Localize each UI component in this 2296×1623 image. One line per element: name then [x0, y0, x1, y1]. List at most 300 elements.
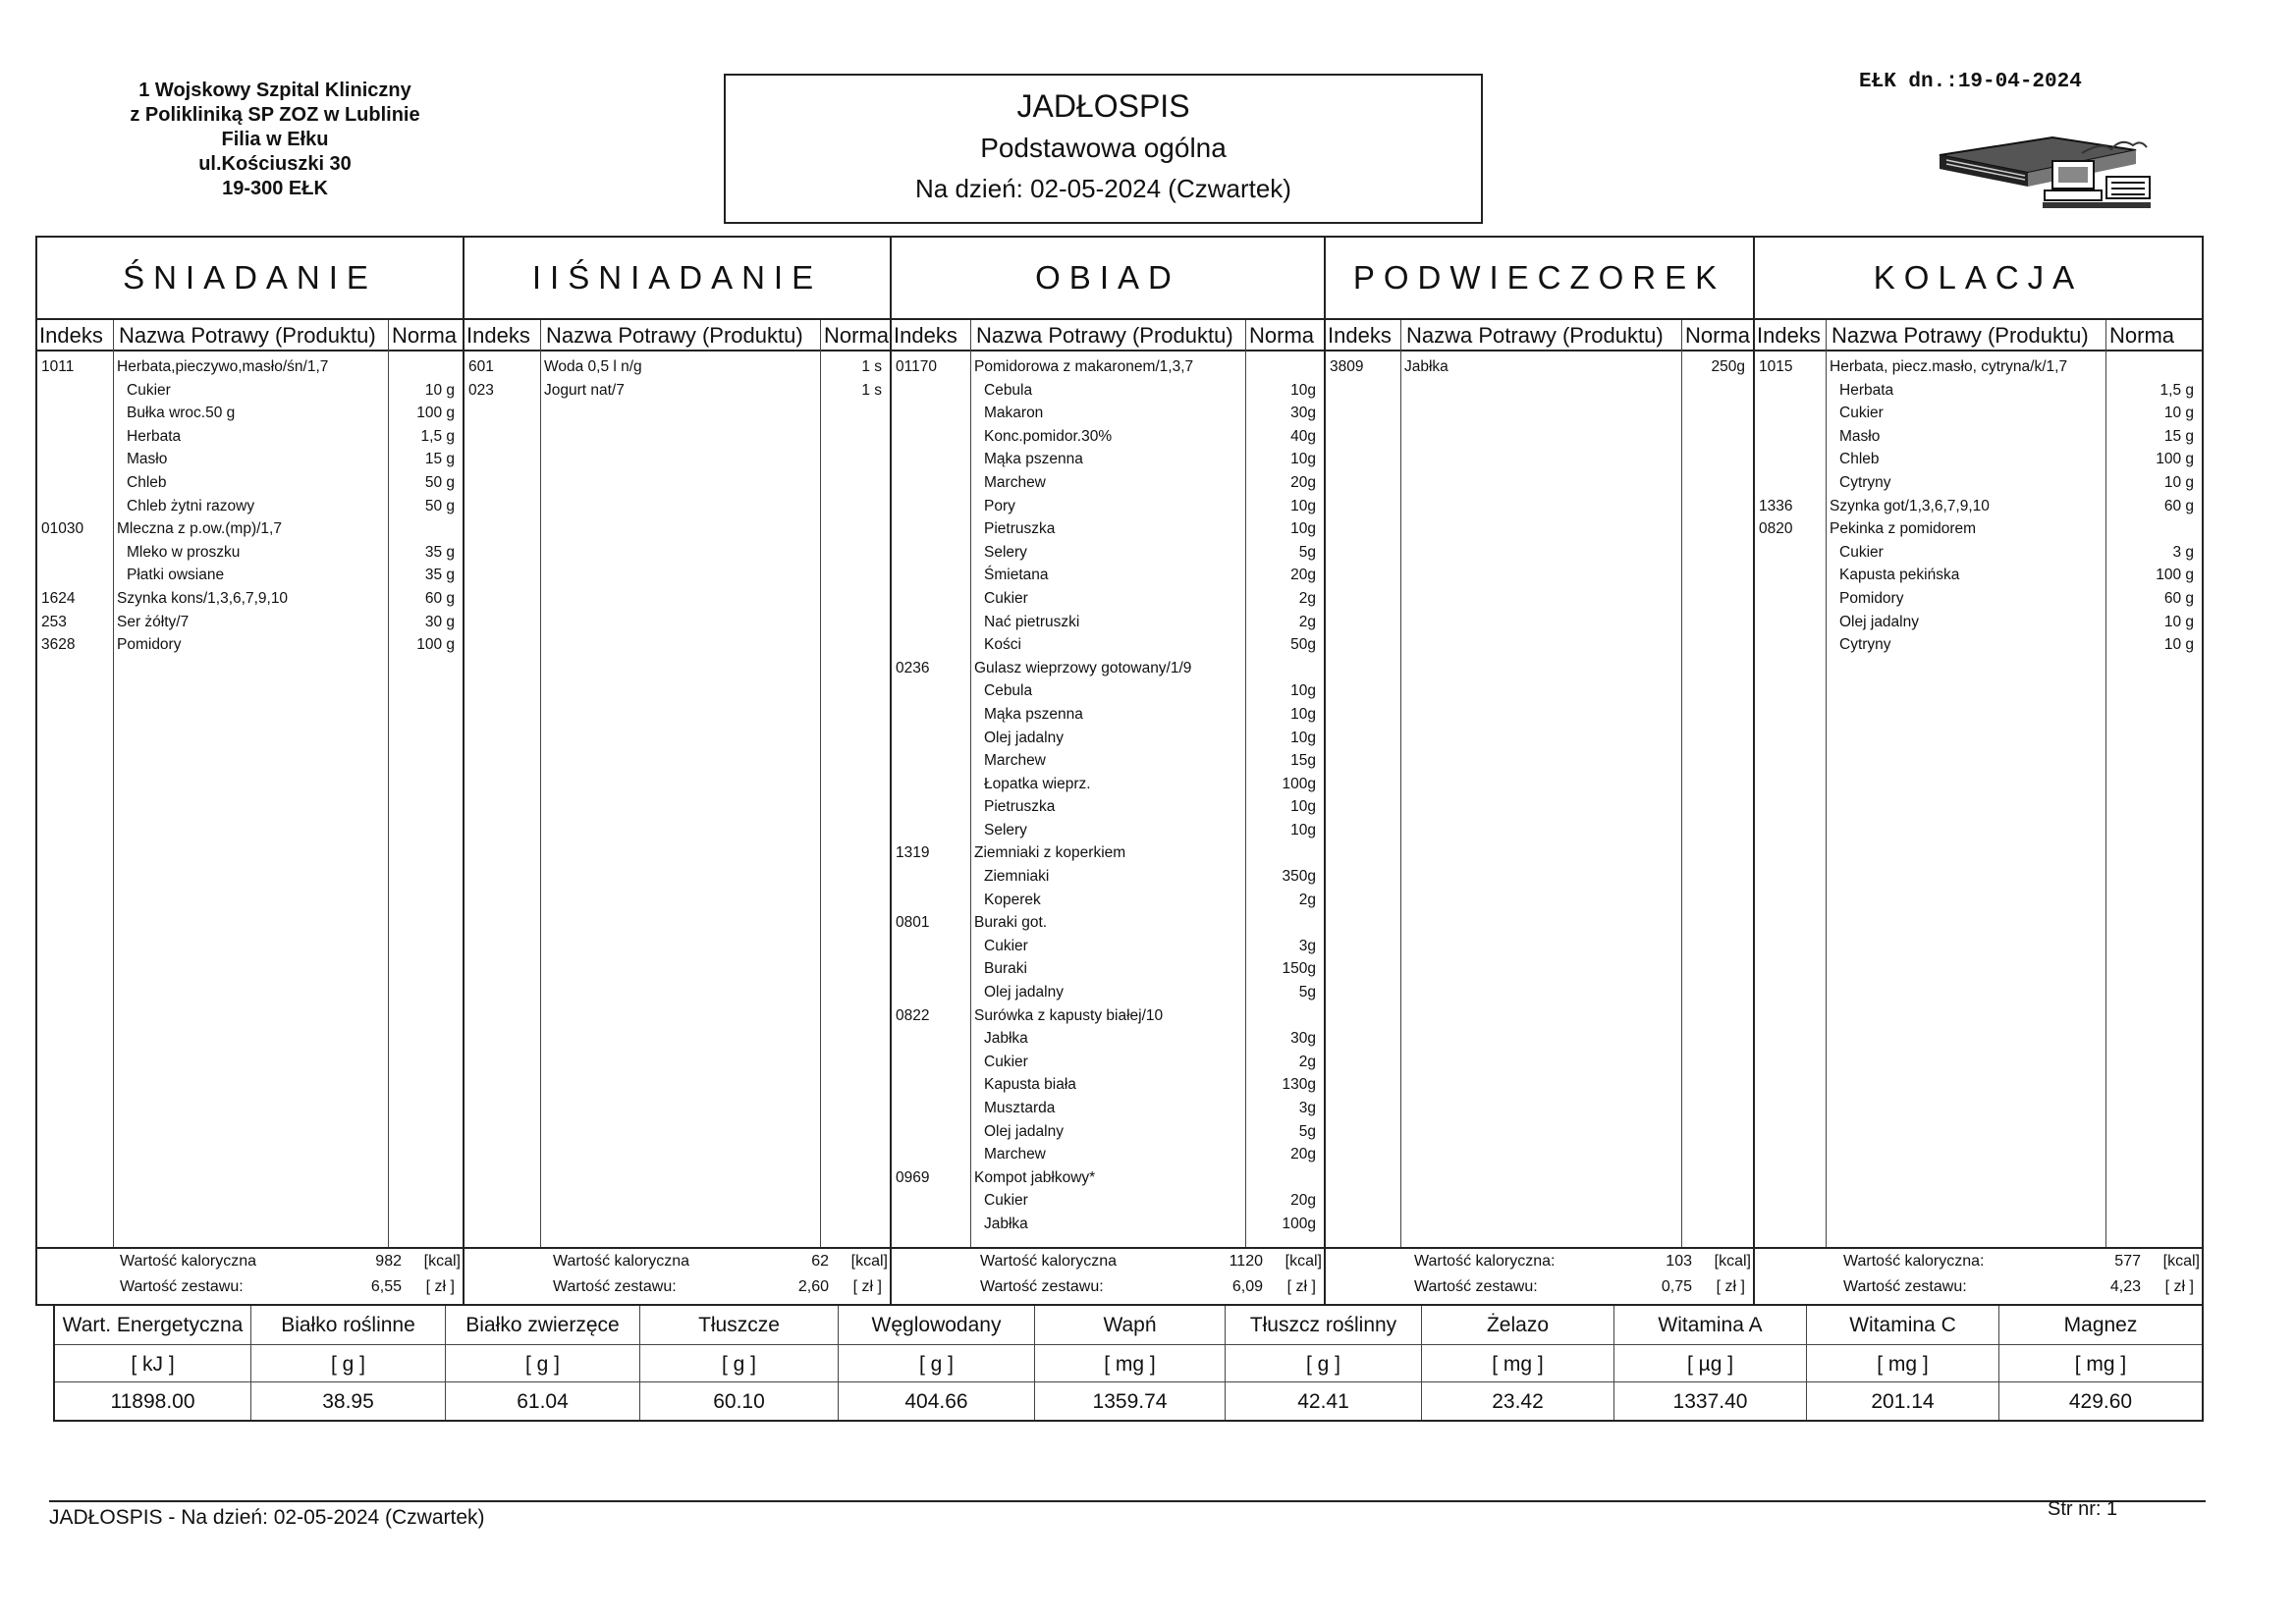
meal-title: ŚNIADANIE	[37, 238, 463, 320]
header-name: Nazwa Potrawy (Produktu)	[1406, 323, 1664, 348]
table-row	[892, 889, 1324, 912]
footer-divider	[49, 1500, 2206, 1502]
ingredient-name: Marchew	[984, 1146, 1046, 1163]
book-with-computer-icon	[1935, 116, 2160, 214]
ingredient-name: Cukier	[984, 937, 1028, 954]
ingredient-name: Pietruszka	[984, 520, 1056, 538]
header-index: Indeks	[466, 323, 530, 348]
cost-value: 6,55	[370, 1278, 402, 1295]
row-norm: 15 g	[424, 451, 455, 468]
row-norm: 10g	[1290, 520, 1316, 538]
kcal-value: 577	[2114, 1253, 2141, 1270]
dish-name: Gulasz wieprzowy gotowany/1/9	[974, 659, 1192, 676]
nutrient-value: 1359.74	[1092, 1390, 1168, 1413]
cost-label: Wartość zestawu:	[120, 1278, 244, 1295]
row-index: 253	[41, 613, 67, 630]
table-row	[892, 841, 1324, 865]
meal-column	[37, 238, 465, 1304]
ingredient-name: Śmietana	[984, 567, 1049, 584]
row-index: 0822	[896, 1006, 930, 1024]
table-row	[892, 1143, 1324, 1166]
table-row	[892, 1166, 1324, 1190]
table-row	[1755, 495, 2202, 518]
table-row	[892, 749, 1324, 773]
nutrient-unit: [ g ]	[251, 1344, 445, 1382]
row-index: 0820	[1759, 520, 1793, 538]
nutrient-value: 429.60	[2068, 1390, 2133, 1413]
table-row	[1755, 517, 2202, 541]
row-norm: 100 g	[416, 405, 455, 422]
table-row	[892, 1213, 1324, 1236]
row-norm: 2g	[1298, 613, 1316, 630]
row-norm: 100 g	[416, 636, 455, 654]
row-norm: 40g	[1290, 427, 1316, 445]
cost-label: Wartość zestawu:	[1414, 1278, 1538, 1295]
ingredient-name: Jabłka	[984, 1215, 1028, 1232]
ingredient-name: Olej jadalny	[984, 984, 1064, 1001]
row-norm: 5g	[1298, 984, 1316, 1001]
kcal-unit: [kcal]	[1285, 1253, 1322, 1270]
ingredient-name: Olej jadalny	[1839, 613, 1919, 630]
table-row	[1755, 355, 2202, 379]
dish-name: Woda 0,5 l n/g	[544, 358, 642, 375]
row-norm: 20g	[1290, 1146, 1316, 1163]
row-norm: 10 g	[2163, 636, 2194, 654]
table-row	[37, 355, 463, 379]
kcal-label: Wartość kaloryczna	[120, 1253, 256, 1270]
table-row	[1755, 611, 2202, 634]
hospital-address	[98, 79, 452, 201]
table-row	[892, 471, 1324, 495]
table-row	[1755, 633, 2202, 657]
nutrient-value: 60.10	[713, 1390, 765, 1413]
row-norm: 30g	[1290, 405, 1316, 422]
table-row	[37, 564, 463, 587]
table-row	[37, 402, 463, 425]
hospital-line: 1 Wojskowy Szpital Kliniczny	[138, 80, 411, 101]
kcal-unit: [kcal]	[423, 1253, 461, 1270]
nutrition-column	[446, 1306, 640, 1420]
table-row	[892, 703, 1324, 727]
cost-unit: [ zł ]	[1716, 1278, 1745, 1295]
dish-name: Jogurt nat/7	[544, 381, 625, 399]
row-index: 01170	[896, 358, 937, 375]
kcal-value: 982	[375, 1253, 402, 1270]
row-norm: 10g	[1290, 821, 1316, 839]
nutrient-label: Magnez	[2063, 1314, 2138, 1336]
hospital-line: Filia w Ełku	[221, 129, 329, 150]
table-row	[1755, 541, 2202, 565]
row-norm: 250g	[1711, 358, 1745, 375]
ingredient-name: Pory	[984, 497, 1015, 514]
ingredient-name: Chleb żytni razowy	[127, 497, 255, 514]
row-norm: 10g	[1290, 451, 1316, 468]
row-norm: 10 g	[2163, 405, 2194, 422]
table-row	[892, 355, 1324, 379]
ingredient-name: Olej jadalny	[984, 729, 1064, 746]
hospital-line: ul.Kościuszki 30	[198, 153, 352, 175]
dish-name: Pomidorowa z makaronem/1,3,7	[974, 358, 1194, 375]
ingredient-name: Cukier	[984, 589, 1028, 607]
row-index: 1319	[896, 844, 930, 862]
meal-column	[465, 238, 892, 1304]
row-index: 601	[468, 358, 494, 375]
meal-title: KOLACJA	[1755, 238, 2202, 320]
ingredient-name: Cukier	[984, 1053, 1028, 1070]
row-norm: 35 g	[424, 567, 455, 584]
row-norm: 10 g	[424, 381, 455, 399]
row-norm: 10g	[1290, 381, 1316, 399]
table-row	[892, 727, 1324, 750]
nutrient-unit: [ kJ ]	[55, 1344, 250, 1382]
row-norm: 10g	[1290, 682, 1316, 700]
meal-title: OBIAD	[892, 238, 1324, 320]
title-box	[724, 74, 1483, 224]
table-row	[892, 1097, 1324, 1120]
row-index: 1336	[1759, 497, 1793, 514]
ingredient-name: Musztarda	[984, 1100, 1056, 1116]
kcal-label: Wartość kaloryczna:	[1414, 1253, 1556, 1270]
row-norm: 60 g	[2163, 497, 2194, 514]
nutrient-label: Witamina A	[1658, 1314, 1763, 1336]
ingredient-name: Mąka pszenna	[984, 451, 1083, 468]
ingredient-name: Kapusta biała	[984, 1076, 1076, 1094]
header-index: Indeks	[894, 323, 957, 348]
nutrient-value: 42.41	[1297, 1390, 1349, 1413]
nutrition-column	[251, 1306, 446, 1420]
column-divider	[1400, 320, 1401, 1247]
dish-name: Herbata,pieczywo,masło/śn/1,7	[117, 358, 329, 375]
ingredient-name: Koperek	[984, 891, 1041, 908]
nutrition-column	[1999, 1306, 2202, 1420]
table-row	[1755, 402, 2202, 425]
nutrient-unit: [ mg ]	[1422, 1344, 1613, 1382]
nutrient-value: 404.66	[904, 1390, 968, 1413]
ingredient-name: Mąka pszenna	[984, 705, 1083, 723]
row-norm: 15g	[1290, 752, 1316, 770]
kcal-unit: [kcal]	[2162, 1253, 2200, 1270]
meal-column	[892, 238, 1326, 1304]
nutrient-value: 38.95	[322, 1390, 374, 1413]
kcal-value: 103	[1666, 1253, 1692, 1270]
dish-name: Ziemniaki z koperkiem	[974, 844, 1126, 862]
table-row	[1755, 564, 2202, 587]
dish-name: Jabłka	[1404, 358, 1449, 375]
table-row	[892, 795, 1324, 819]
nutrition-column	[1614, 1306, 1807, 1420]
table-row	[892, 981, 1324, 1004]
header-norm: Norma	[392, 323, 458, 348]
table-row	[892, 865, 1324, 889]
ingredient-name: Płatki owsiane	[127, 567, 225, 584]
row-norm: 2g	[1298, 589, 1316, 607]
nutrient-value: 11898.00	[110, 1390, 195, 1413]
table-row	[892, 611, 1324, 634]
table-row	[892, 1120, 1324, 1144]
nutrient-label: Witamina C	[1849, 1314, 1956, 1336]
nutrient-value: 23.42	[1492, 1390, 1544, 1413]
ingredient-name: Olej jadalny	[984, 1122, 1064, 1140]
ingredient-name: Masło	[127, 451, 168, 468]
table-row	[892, 1051, 1324, 1074]
nutrient-value: 1337.40	[1672, 1390, 1748, 1413]
cost-unit: [ zł ]	[425, 1278, 455, 1295]
meals-table	[35, 236, 2204, 1306]
header-index: Indeks	[1328, 323, 1392, 348]
meal-rows	[1326, 355, 1753, 379]
header-name: Nazwa Potrawy (Produktu)	[546, 323, 803, 348]
row-norm: 100 g	[2156, 451, 2194, 468]
ingredient-name: Herbata	[1839, 381, 1894, 399]
table-row	[1755, 587, 2202, 611]
row-norm: 10g	[1290, 705, 1316, 723]
ingredient-name: Cukier	[127, 381, 171, 399]
nutrition-table	[53, 1306, 2204, 1422]
table-row	[892, 379, 1324, 403]
row-norm: 30 g	[424, 613, 455, 630]
row-norm: 20g	[1290, 473, 1316, 491]
row-norm: 100g	[1282, 1215, 1316, 1232]
nutrition-column	[1422, 1306, 1614, 1420]
cost-value: 6,09	[1231, 1278, 1263, 1295]
ingredient-name: Marchew	[984, 752, 1046, 770]
cost-label: Wartość zestawu:	[553, 1278, 677, 1295]
table-row	[1326, 355, 1753, 379]
ingredient-name: Konc.pomidor.30%	[984, 427, 1113, 445]
kcal-label: Wartość kaloryczna:	[1843, 1253, 1985, 1270]
row-index: 3809	[1330, 358, 1364, 375]
nutrient-unit: [ g ]	[446, 1344, 639, 1382]
cost-label: Wartość zestawu:	[980, 1278, 1104, 1295]
nutrient-unit: [ mg ]	[1807, 1344, 1998, 1382]
table-row	[892, 587, 1324, 611]
table-row	[892, 495, 1324, 518]
row-norm: 60 g	[424, 589, 455, 607]
table-row	[37, 587, 463, 611]
row-norm: 10 g	[2163, 613, 2194, 630]
table-row	[465, 355, 890, 379]
table-row	[37, 517, 463, 541]
ingredient-name: Cukier	[984, 1192, 1028, 1210]
header-name: Nazwa Potrawy (Produktu)	[119, 323, 376, 348]
cost-value: 2,60	[797, 1278, 829, 1295]
cost-value: 0,75	[1661, 1278, 1692, 1295]
header-name: Nazwa Potrawy (Produktu)	[976, 323, 1233, 348]
row-index: 1624	[41, 589, 76, 607]
row-norm: 50 g	[424, 473, 455, 491]
column-headers	[465, 320, 890, 352]
ingredient-name: Mleko w proszku	[127, 543, 241, 561]
cost-value: 4,23	[2109, 1278, 2141, 1295]
row-norm: 2g	[1298, 891, 1316, 908]
row-norm: 10g	[1290, 798, 1316, 816]
kcal-label: Wartość kaloryczna	[980, 1253, 1117, 1270]
table-row	[892, 957, 1324, 981]
ingredient-name: Nać pietruszki	[984, 613, 1080, 630]
meal-rows	[892, 355, 1324, 1236]
ingredient-name: Cytryny	[1839, 636, 1891, 654]
meal-rows	[1755, 355, 2202, 657]
table-row	[892, 448, 1324, 471]
nutrient-label: Tłuszcze	[698, 1314, 780, 1336]
row-norm: 15 g	[2163, 427, 2194, 445]
row-norm: 150g	[1282, 960, 1316, 978]
header-index: Indeks	[1757, 323, 1821, 348]
meal-title: IIŚNIADANIE	[465, 238, 890, 320]
page-number: Str nr: 1	[2048, 1498, 2118, 1520]
nutrition-column	[839, 1306, 1035, 1420]
row-norm: 60 g	[2163, 589, 2194, 607]
table-row	[892, 657, 1324, 680]
nutrient-unit: [ mg ]	[1035, 1344, 1225, 1382]
table-row	[892, 564, 1324, 587]
column-divider	[820, 320, 821, 1247]
table-row	[892, 1027, 1324, 1051]
dish-name: Pomidory	[117, 636, 182, 654]
cost-label: Wartość zestawu:	[1843, 1278, 1967, 1295]
nutrient-unit: [ g ]	[1226, 1344, 1421, 1382]
nutrient-unit: [ g ]	[839, 1344, 1034, 1382]
row-norm: 50 g	[424, 497, 455, 514]
header-index: Indeks	[39, 323, 103, 348]
ingredient-name: Cukier	[1839, 405, 1884, 422]
meal-rows	[465, 355, 890, 402]
table-row	[892, 679, 1324, 703]
nutrition-column	[640, 1306, 839, 1420]
meal-column	[1755, 238, 2202, 1304]
table-row	[892, 425, 1324, 449]
table-row	[892, 911, 1324, 935]
page-title: JADŁOSPIS	[1016, 88, 1190, 124]
column-divider	[1681, 320, 1682, 1247]
row-norm: 350g	[1282, 868, 1316, 886]
meal-summary	[465, 1247, 890, 1304]
row-norm: 3g	[1298, 1100, 1316, 1116]
row-norm: 100g	[1282, 775, 1316, 792]
ingredient-name: Kapusta pekińska	[1839, 567, 1960, 584]
table-row	[892, 517, 1324, 541]
column-headers	[37, 320, 463, 352]
table-row	[37, 611, 463, 634]
kcal-unit: [kcal]	[850, 1253, 888, 1270]
column-headers	[892, 320, 1324, 352]
kcal-label: Wartość kaloryczna	[553, 1253, 689, 1270]
cost-unit: [ zł ]	[1286, 1278, 1316, 1295]
ingredient-name: Cebula	[984, 682, 1033, 700]
diet-name: Podstawowa ogólna	[980, 133, 1227, 163]
row-index: 0236	[896, 659, 930, 676]
dish-name: Ser żółty/7	[117, 613, 190, 630]
dish-name: Pekinka z pomidorem	[1830, 520, 1977, 538]
row-index: 0969	[896, 1168, 930, 1186]
nutrient-value: 61.04	[517, 1390, 569, 1413]
table-row	[1755, 471, 2202, 495]
table-row	[465, 379, 890, 403]
table-row	[37, 633, 463, 657]
table-row	[892, 819, 1324, 842]
header-name: Nazwa Potrawy (Produktu)	[1831, 323, 2089, 348]
ingredient-name: Chleb	[1839, 451, 1880, 468]
table-row	[37, 471, 463, 495]
ingredient-name: Cebula	[984, 381, 1033, 399]
column-headers	[1755, 320, 2202, 352]
kcal-value: 1120	[1229, 1253, 1263, 1270]
ingredient-name: Pomidory	[1839, 589, 1904, 607]
meal-title: PODWIECZOREK	[1326, 238, 1753, 320]
meal-summary	[37, 1247, 463, 1304]
row-index: 01030	[41, 520, 84, 538]
row-index: 023	[468, 381, 494, 399]
ingredient-name: Marchew	[984, 473, 1046, 491]
row-norm: 1,5 g	[420, 427, 455, 445]
row-index: 1011	[41, 358, 75, 375]
nutrition-column	[1807, 1306, 1999, 1420]
nutrient-label: Wapń	[1103, 1314, 1157, 1336]
dish-name: Szynka kons/1,3,6,7,9,10	[117, 589, 289, 607]
table-row	[892, 1189, 1324, 1213]
meal-summary	[1326, 1247, 1753, 1304]
table-row	[892, 773, 1324, 796]
ingredient-name: Selery	[984, 821, 1027, 839]
row-norm: 20g	[1290, 1192, 1316, 1210]
table-row	[892, 402, 1324, 425]
ingredient-name: Makaron	[984, 405, 1044, 422]
table-row	[892, 633, 1324, 657]
dish-name: Szynka got/1,3,6,7,9,10	[1830, 497, 1990, 514]
row-index: 3628	[41, 636, 76, 654]
table-row	[892, 935, 1324, 958]
table-row	[1755, 448, 2202, 471]
header-norm: Norma	[1249, 323, 1315, 348]
ingredient-name: Masło	[1839, 427, 1881, 445]
meal-summary	[1755, 1247, 2202, 1304]
table-row	[37, 541, 463, 565]
ingredient-name: Cytryny	[1839, 473, 1891, 491]
meal-summary	[892, 1247, 1324, 1304]
row-norm: 30g	[1290, 1030, 1316, 1048]
row-norm: 1 s	[861, 358, 882, 375]
hospital-line: 19-300 EŁK	[222, 178, 328, 199]
dish-name: Herbata, piecz.masło, cytryna/k/1,7	[1830, 358, 2068, 375]
table-row	[892, 541, 1324, 565]
row-norm: 5g	[1298, 543, 1316, 561]
ingredient-name: Chleb	[127, 473, 167, 491]
table-row	[37, 379, 463, 403]
nutrient-unit: [ µg ]	[1614, 1344, 1806, 1382]
nutrition-column	[1226, 1306, 1422, 1420]
footer-title: JADŁOSPIS - Na dzień: 02-05-2024 (Czwartek)	[49, 1506, 485, 1529]
ingredient-name: Jabłka	[984, 1030, 1028, 1048]
dish-name: Buraki got.	[974, 914, 1048, 932]
row-norm: 130g	[1282, 1076, 1316, 1094]
row-index: 1015	[1759, 358, 1793, 375]
kcal-unit: [kcal]	[1714, 1253, 1751, 1270]
nutrient-label: Tłuszcz roślinny	[1249, 1314, 1397, 1336]
column-divider	[540, 320, 541, 1247]
nutrition-column	[1035, 1306, 1226, 1420]
row-norm: 100 g	[2156, 567, 2194, 584]
table-row	[37, 425, 463, 449]
row-norm: 3g	[1298, 937, 1316, 954]
table-row	[892, 1004, 1324, 1028]
meal-rows	[37, 355, 463, 657]
ingredient-name: Ziemniaki	[984, 868, 1050, 886]
dish-name: Mleczna z p.ow.(mp)/1,7	[117, 520, 282, 538]
row-norm: 35 g	[424, 543, 455, 561]
header-norm: Norma	[2109, 323, 2175, 348]
row-norm: 3 g	[2172, 543, 2194, 561]
nutrient-label: Białko zwierzęce	[465, 1314, 620, 1336]
